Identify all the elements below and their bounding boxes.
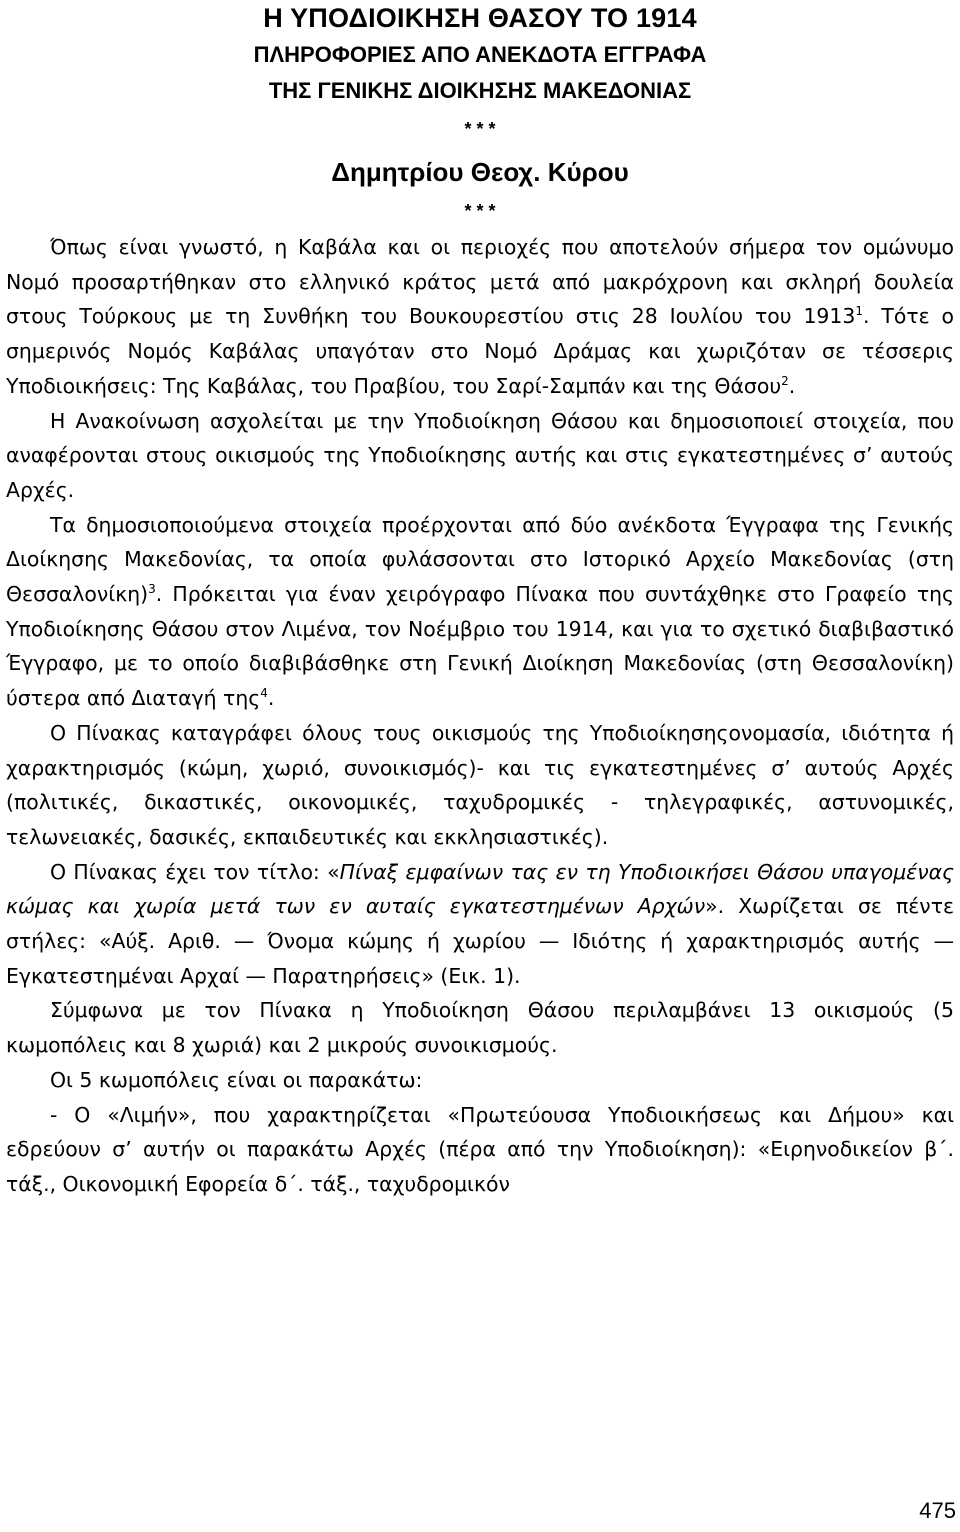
article-subtitle-line-2: ΤΗΣ ΓΕΝΙΚΗΣ ΔΙΟΙΚΗΣΗΣ ΜΑΚΕΔΟΝΙΑΣ bbox=[268, 78, 692, 103]
article-title: Η ΥΠΟΔΙΟΙΚΗΣΗ ΘΑΣΟΥ ΤΟ 1914 bbox=[263, 3, 697, 33]
article-subtitle-line-1: ΠΛΗΡΟΦΟΡΙΕΣ ΑΠΟ ΑΝΕΚΔΟΤΑ ΕΓΓΡΑΦΑ bbox=[253, 42, 707, 67]
footnote-ref-4: 4 bbox=[260, 686, 268, 701]
table-title-quote: Πίναξ εμφαίνων τας εν τη Υποδιοικήσει Θάσου υπαγομένας κώμας και χωρία μετά των εν αυταίς εγκατεστημένων Αρχών bbox=[6, 859, 954, 919]
paragraph-6: Σύμφωνα με τον Πίνακα η Υποδιοίκηση Θάσου περιλαμβάνει 13 οικισμούς (5 κωμοπόλεις και 8 χωριά) και 2 μικρούς συνοικισμούς. bbox=[6, 998, 954, 1058]
paragraph-5-text-a: Ο Πίνακας έχει τον τίτλο: « bbox=[50, 859, 340, 884]
separator-top: * * * bbox=[464, 119, 496, 139]
paragraph-1-text-b: . Τότε ο σημερινός Νομός Καβάλας υπαγόταν στο Νομό Δράμας και χωριζόταν σε τέσσερις Υποδιοικήσεις: Της Καβάλας, του Πραβίου, του Σαρί-Σαμπάν και της Θάσου bbox=[6, 304, 954, 398]
article-body bbox=[6, 230, 954, 1202]
paragraph-4: Ο Πίνακας καταγράφει όλους τους οικισμούς της Υποδιοίκησηςονομασία, ιδιότητα ή χαρακτηρισμός (κώμη, χωριό, συνοικισμός)- και τις εγκατεστημένες σ’ αυτούς Αρχές (πολιτικές, δικαστικές, οικονομικές, ταχυδρομικές - τηλεγραφικές, αστυνομικές, τελωνειακές, δασικές, εκπαιδευτικές και εκκλησιαστικές). bbox=[6, 720, 954, 849]
paragraph-2: Η Ανακοίνωση ασχολείται με την Υποδιοίκηση Θάσου και δημοσιοποιεί στοιχεία, που αναφέρονται στους οικισμούς της Υποδιοίκησης αυτής και στις εγκατεστημένες σ’ αυτούς Αρχές. bbox=[6, 408, 954, 502]
footnote-ref-1: 1 bbox=[855, 304, 863, 319]
paragraph-1 bbox=[6, 230, 954, 404]
paragraph-1-text-c: . bbox=[788, 373, 796, 398]
paragraph-3-text-b: . Πρόκειται για έναν χειρόγραφο Πίνακα που συντάχθηκε στο Γραφείο της Υποδιοίκησης Θάσου στον Λιμένα, τον Νοέμβριο του 1914, και για το σχετικό διαβιβαστικό Έγγραφο, με το οποίο διαβιβάσθηκε στη Γενική Διοίκηση Μακεδονίας (στη Θεσσαλονίκη) ύστερα από Διαταγή της bbox=[6, 582, 954, 711]
paragraph-3-text-a: Τα δημοσιοποιούμενα στοιχεία προέρχονται από δύο ανέκδοτα Έγγραφα της Γενικής Διοίκησης Μακεδονίας, τα οποία φυλάσσονται στο Ιστορικό Αρχείο Μακεδονίας (στη Θεσσαλονίκη) bbox=[6, 512, 954, 607]
footnote-ref-3: 3 bbox=[148, 582, 156, 597]
author-name: Δημητρίου Θεοχ. Κύρου bbox=[331, 157, 629, 187]
separator-bottom: * * * bbox=[464, 201, 496, 221]
paragraph-3-text-c: . bbox=[267, 686, 275, 711]
paragraph-5-text-b: ». Χωρίζεται σε πέντε στήλες: «Αύξ. Αριθ. — Όνομα κώμης ή χωρίου — Ιδιότης ή χαρακτηρισμός αυτής — Εγκατεστημέναι Αρχαί — Παρατηρήσεις» (Εικ. 1). bbox=[6, 894, 954, 988]
paragraph-5 bbox=[6, 855, 954, 994]
footnote-ref-2: 2 bbox=[781, 374, 789, 389]
paragraph-7: Οι 5 κωμοπόλεις είναι οι παρακάτω: bbox=[50, 1067, 423, 1092]
paragraph-3 bbox=[6, 508, 954, 716]
page-number: 475 bbox=[919, 1498, 956, 1523]
paragraph-8: - Ο «Λιμήν», που χαρακτηρίζεται «Πρωτεύουσα Υποδιοικήσεως και Δήμου» και εδρεύουν σ’ αυτήν οι παρακάτω Αρχές (πέρα από την Υποδιοίκηση): «Ειρηνοδικείον β΄. τάξ., Οικονομική Εφορεία δ΄. τάξ., ταχυδρομικόν bbox=[6, 1102, 954, 1196]
paragraph-1-text-a: Όπως είναι γνωστό, η Καβάλα και οι περιοχές που αποτελούν σήμερα τον ομώνυμο Νομό προσαρτήθηκαν στο ελληνικό κράτος μετά από μακρόχρονη και σκληρή δουλεία στους Τούρκους με τη Συνθήκη του Βουκουρεστίου στις 28 Ιουλίου του 1913 bbox=[6, 235, 954, 329]
